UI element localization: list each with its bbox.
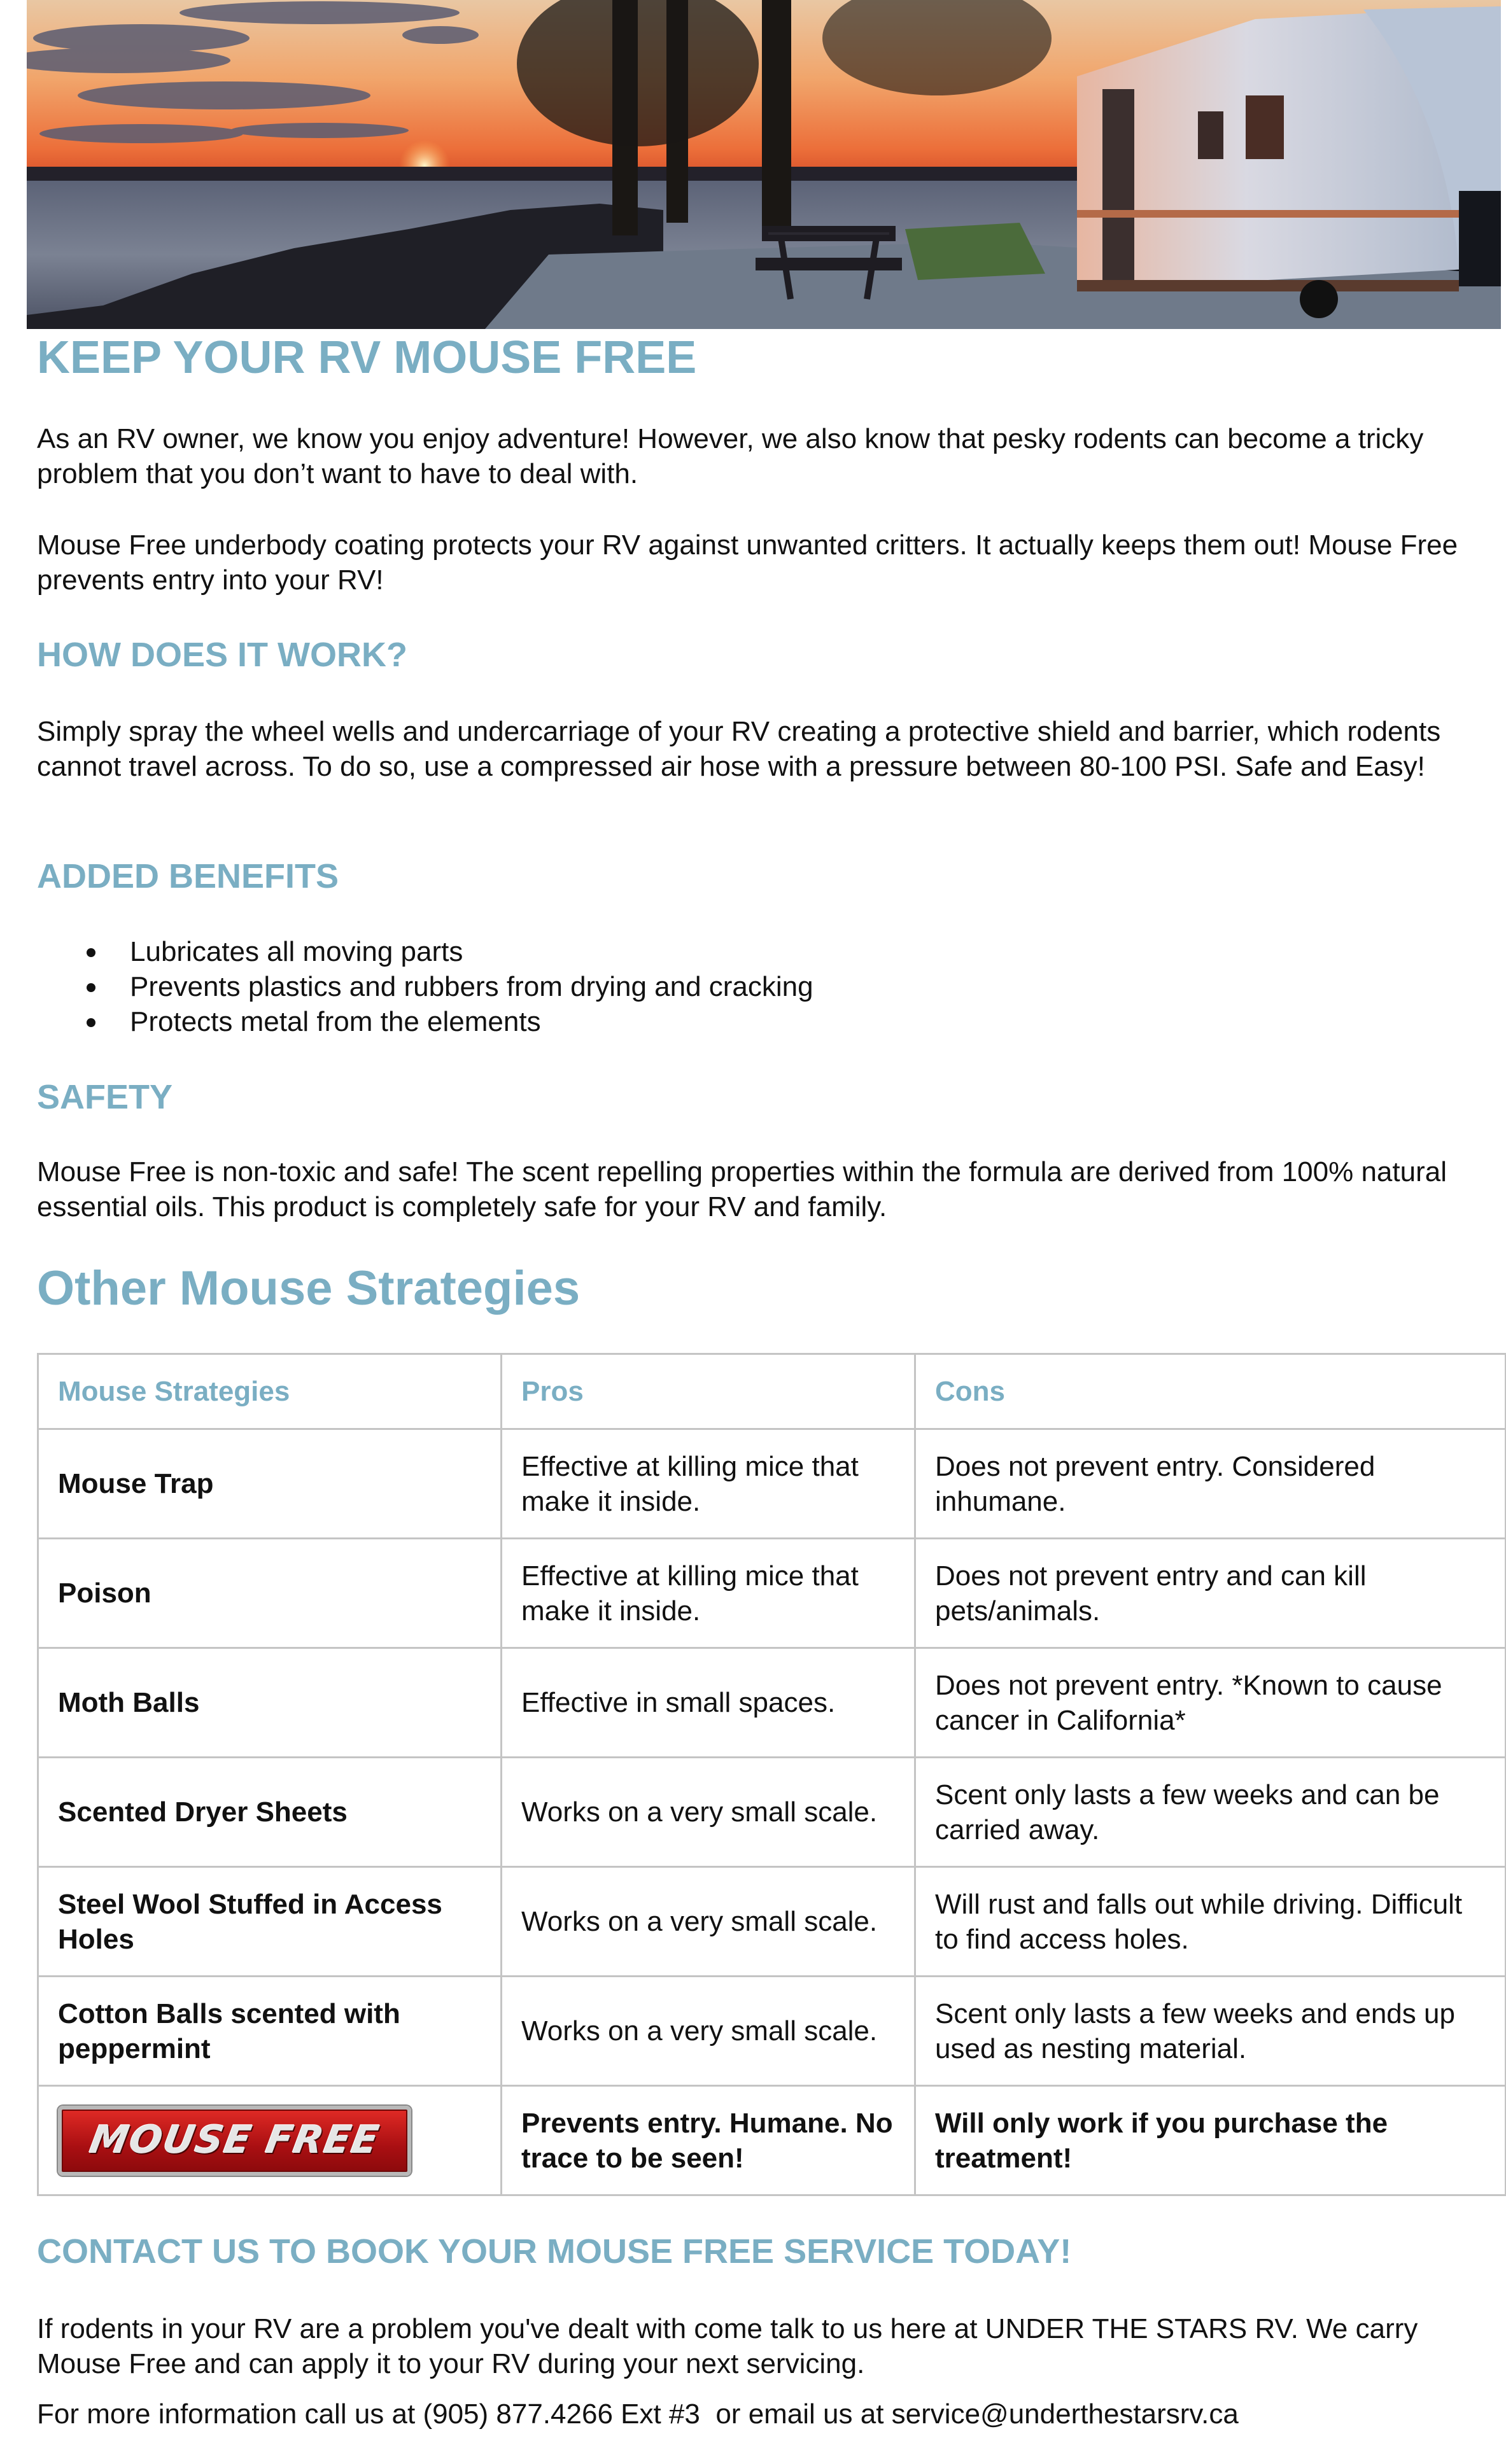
column-header-cons: Cons <box>915 1354 1506 1429</box>
table-row <box>38 1758 1506 1867</box>
benefits-list <box>37 934 813 1039</box>
cons-cell: Will only work if you purchase the treatment! <box>915 2086 1506 2195</box>
cons-cell: Does not prevent entry. *Known to cause cancer in California* <box>915 1648 1506 1758</box>
strategies-heading: Other Mouse Strategies <box>37 1261 581 1315</box>
strategy-cell: Cotton Balls scented with peppermint <box>38 1977 502 2086</box>
strategy-cell: Moth Balls <box>38 1648 502 1758</box>
table-row <box>38 1648 1506 1758</box>
table-row <box>38 1429 1506 1539</box>
bullet-icon <box>87 983 95 992</box>
pros-cell: Works on a very small scale. <box>502 1867 915 1977</box>
benefit-item: Protects metal from the elements <box>37 1004 813 1039</box>
intro-paragraph-1: As an RV owner, we know you enjoy adventure! However, we also know that pesky rodents can become a tricky problem that you don’t want to have to deal with. <box>37 423 1424 489</box>
pros-cell: Prevents entry. Humane. No trace to be seen! <box>502 2086 915 2195</box>
pros-cell: Effective at killing mice that make it inside. <box>502 1539 915 1648</box>
table-row <box>38 1867 1506 1977</box>
cons-cell: Will rust and falls out while driving. Difficult to find access holes. <box>915 1867 1506 1977</box>
intro-paragraph-2: Mouse Free underbody coating protects your RV against unwanted critters. It actually keeps them out! Mouse Free prevents entry into your RV! <box>37 529 1458 596</box>
bullet-icon <box>87 948 95 957</box>
pros-cell: Works on a very small scale. <box>502 1758 915 1867</box>
table-header-row <box>38 1354 1506 1429</box>
cons-cell: Scent only lasts a few weeks and can be carried away. <box>915 1758 1506 1867</box>
far-shore <box>27 167 1077 181</box>
benefit-item: Lubricates all moving parts <box>37 934 813 969</box>
contact-heading: CONTACT US TO BOOK YOUR MOUSE FREE SERVICE TODAY! <box>37 2232 1072 2271</box>
cons-cell: Does not prevent entry and can kill pets/animals. <box>915 1539 1506 1648</box>
cons-cell: Does not prevent entry. Considered inhumane. <box>915 1429 1506 1539</box>
how-it-works-text: Simply spray the wheel wells and undercarriage of your RV creating a protective shield and barrier, which rodents cannot travel across. To do so, use a compressed air hose with a pressure between 80-100 PSI. Safe and Easy! <box>37 716 1441 782</box>
strategies-table <box>37 1353 1506 2196</box>
contact-text: If rodents in your RV are a problem you've dealt with come talk to us here at UNDER THE STARS RV. We carry Mouse Free and can apply it to your RV during your next servicing. <box>37 2313 1418 2379</box>
how-it-works-heading: HOW DOES IT WORK? <box>37 636 407 674</box>
hero-image <box>27 0 1501 329</box>
hero-illustration <box>27 0 1501 329</box>
safety-text: Mouse Free is non-toxic and safe! The scent repelling properties within the formula are derived from 100% natural essential oils. This product is completely safe for your RV and family. <box>37 1156 1447 1222</box>
pros-cell: Effective in small spaces. <box>502 1648 915 1758</box>
phone-number[interactable]: (905) 877.4266 Ext #3 <box>423 2398 700 2430</box>
pros-cell: Works on a very small scale. <box>502 1977 915 2086</box>
strategy-cell: Mouse Trap <box>38 1429 502 1539</box>
strategy-cell-logo <box>38 2086 502 2195</box>
strategy-cell: Scented Dryer Sheets <box>38 1758 502 1867</box>
page-title: KEEP YOUR RV MOUSE FREE <box>37 332 697 383</box>
table-row-featured <box>38 2086 1506 2195</box>
strategy-cell: Steel Wool Stuffed in Access Holes <box>38 1867 502 1977</box>
column-header-pros: Pros <box>502 1354 915 1429</box>
bullet-icon <box>87 1018 95 1027</box>
email-link[interactable]: service@underthestarsrv.ca <box>891 2398 1239 2430</box>
column-header-strategies: Mouse Strategies <box>38 1354 502 1429</box>
pros-cell: Effective at killing mice that make it inside. <box>502 1429 915 1539</box>
benefit-item: Prevents plastics and rubbers from drying and cracking <box>37 969 813 1004</box>
benefits-heading: ADDED BENEFITS <box>37 857 339 895</box>
safety-heading: SAFETY <box>37 1078 173 1116</box>
table-row <box>38 1539 1506 1648</box>
mouse-free-logo: MOUSE FREE <box>58 2106 411 2176</box>
cons-cell: Scent only lasts a few weeks and ends up used as nesting material. <box>915 1977 1506 2086</box>
strategy-cell: Poison <box>38 1539 502 1648</box>
contact-info: For more information call us at (905) 877.4266 Ext #3 or email us at service@underthestarsrv.ca <box>37 2398 1239 2430</box>
table-row <box>38 1977 1506 2086</box>
